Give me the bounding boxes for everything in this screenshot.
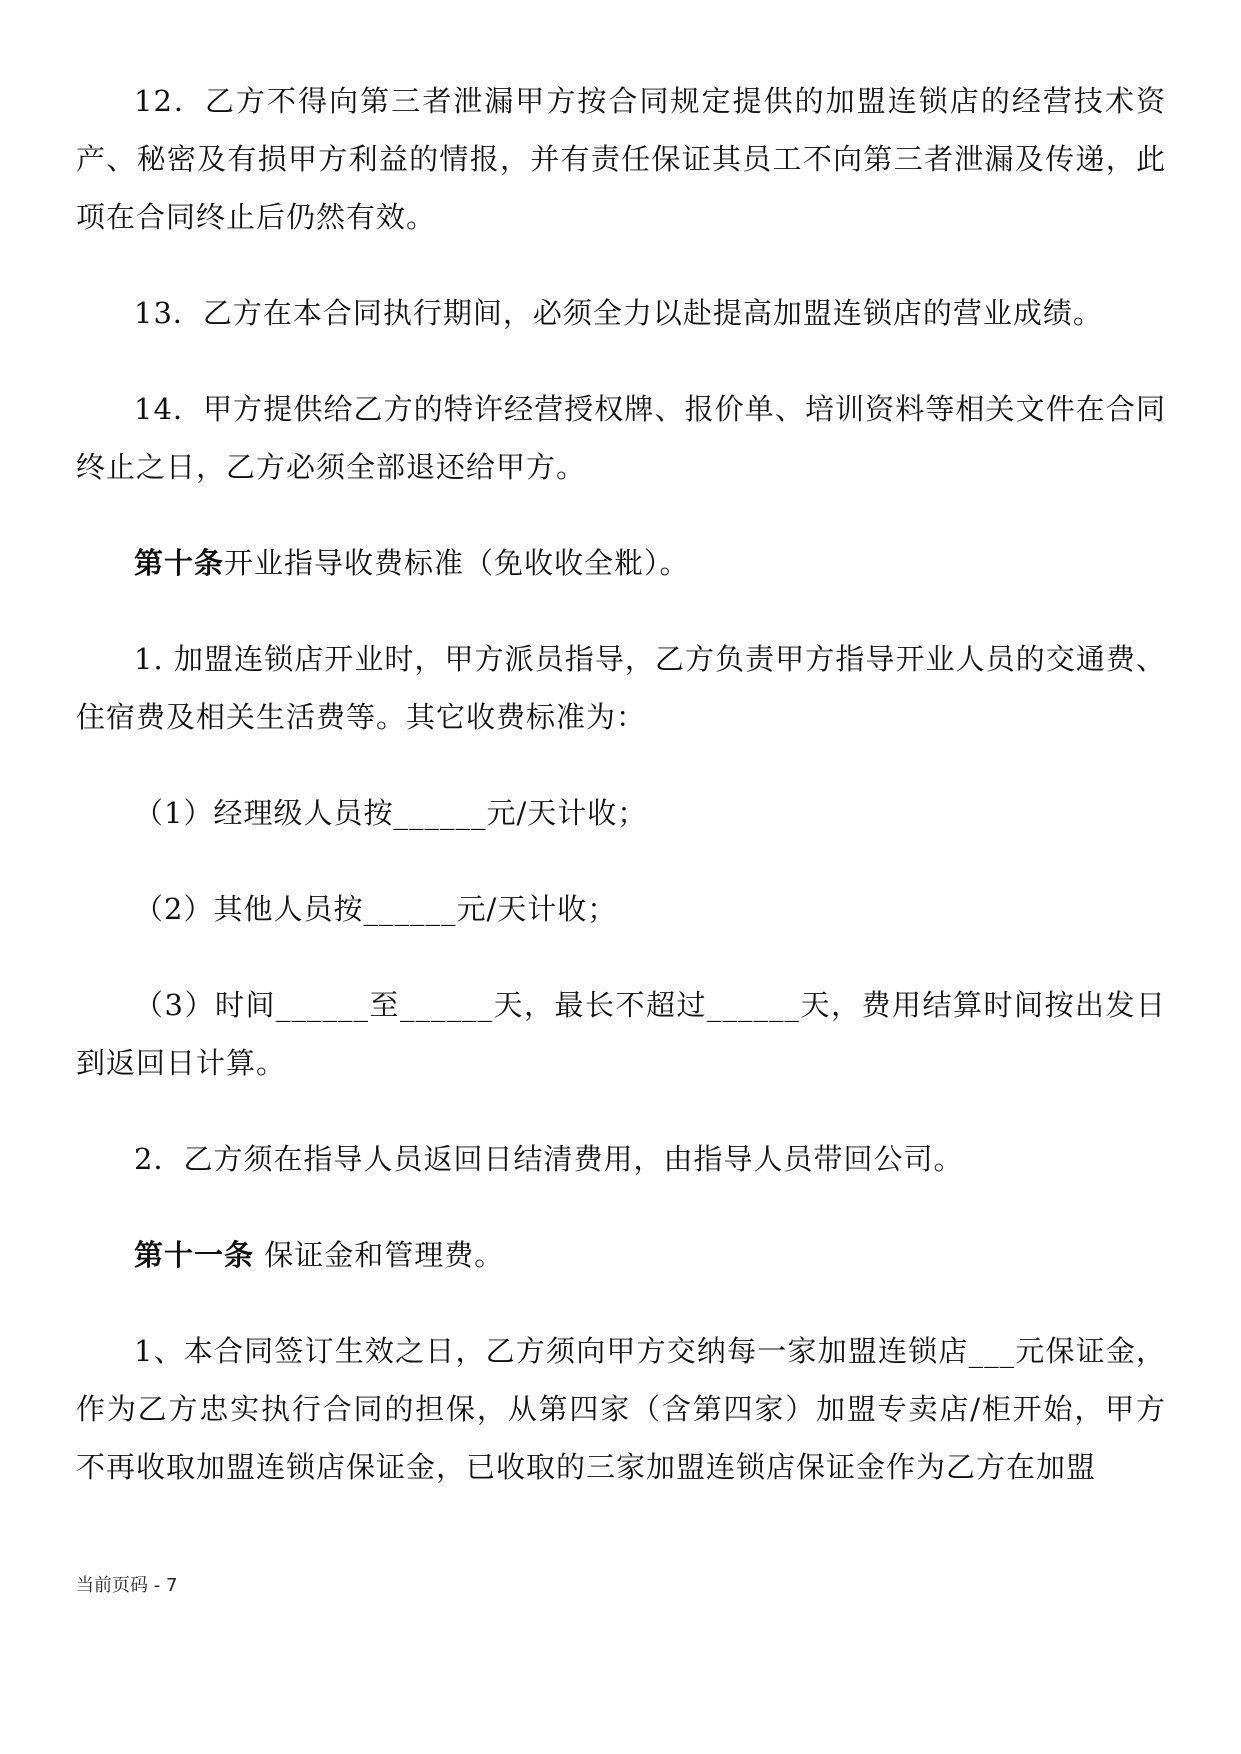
clause-14: 14．甲方提供给乙方的特许经营授权牌、报价单、培训资料等相关文件在合同终止之日，乙方必须全部退还给甲方。 bbox=[76, 392, 1166, 484]
article-11-heading bbox=[76, 1226, 1166, 1284]
article-11-title: 第十一条 bbox=[134, 1238, 255, 1272]
document-body bbox=[76, 72, 1166, 1496]
article-10-item-2: 2．乙方须在指导人员返回日结清费用，由指导人员带回公司。 bbox=[134, 1142, 964, 1176]
article-10-title: 第十条 bbox=[134, 546, 225, 580]
article-10-item-1-3: （3）时间______至______天，最长不超过______天，费用结算时间按出发日到返回日计算。 bbox=[76, 988, 1166, 1080]
clause-12: 12．乙方不得向第三者泄漏甲方按合同规定提供的加盟连锁店的经营技术资产、秘密及有损甲方利益的情报，并有责任保证其员工不向第三者泄漏及传递，此项在合同终止后仍然有效。 bbox=[76, 84, 1166, 234]
page-number-footer: 当前页码 - 7 bbox=[76, 1575, 178, 1596]
article-10-heading bbox=[76, 534, 1166, 592]
article-11-text: 保证金和管理费。 bbox=[254, 1238, 505, 1272]
clause-13: 13．乙方在本合同执行期间，必须全力以赴提高加盟连锁店的营业成绩。 bbox=[134, 296, 1103, 330]
article-11-item-1: 1、本合同签订生效之日，乙方须向甲方交纳每一家加盟连锁店___元保证金，作为乙方忠实执行合同的担保，从第四家（含第四家）加盟专卖店/柜开始，甲方不再收取加盟连锁店保证金，已收取的三家加盟连锁店保证金作为乙方在加盟 bbox=[76, 1334, 1166, 1484]
article-10-item-1-1: （1）经理级人员按______元/天计收； bbox=[134, 796, 648, 830]
article-10-text: 开业指导收费标准（免收收全粃）。 bbox=[224, 546, 690, 580]
article-10-item-1-2: （2）其他人员按______元/天计收； bbox=[134, 892, 618, 926]
article-10-item-1: 1. 加盟连锁店开业时，甲方派员指导，乙方负责甲方指导开业人员的交通费、住宿费及相关生活费等。其它收费标准为： bbox=[76, 642, 1166, 734]
